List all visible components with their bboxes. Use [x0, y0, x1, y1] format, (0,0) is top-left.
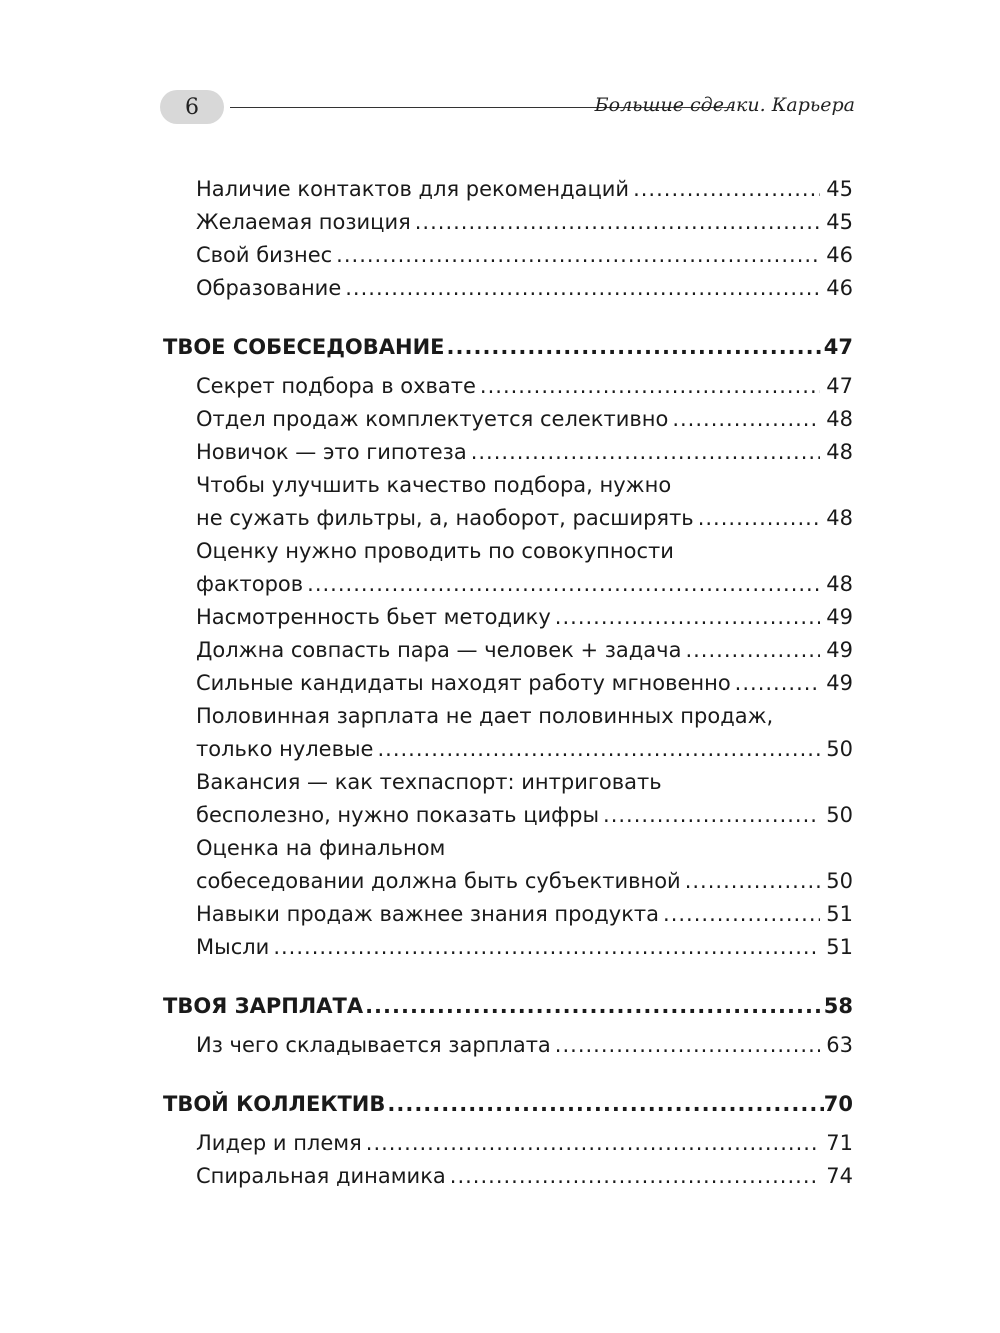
- toc-leader-dots: [603, 799, 820, 832]
- toc-entry-page: 45: [826, 177, 853, 201]
- toc-entry-page: 71: [826, 1131, 853, 1155]
- toc-entry-title: собеседовании должна быть субъективной: [196, 869, 681, 893]
- toc-leader-dots: [345, 272, 820, 305]
- toc-entry-title: Новичок — это гипотеза: [196, 440, 467, 464]
- toc-entry[interactable]: [163, 1160, 853, 1193]
- toc-leader-dots: [415, 206, 821, 239]
- toc-entry[interactable]: [163, 272, 853, 305]
- toc-entry-page: 50: [826, 737, 853, 761]
- toc-entry-page: 49: [826, 605, 853, 629]
- toc-chapter-title: ТВОЙ КОЛЛЕКТИВ: [163, 1092, 386, 1116]
- toc-entry[interactable]: [163, 370, 853, 403]
- toc-entry-title: Сильные кандидаты находят работу мгновенно: [196, 671, 731, 695]
- toc-chapter-team[interactable]: [163, 1088, 853, 1121]
- toc-entry-title-line1[interactable]: Вакансия — как техпаспорт: интриговать: [196, 770, 662, 794]
- toc-entry[interactable]: [163, 502, 853, 535]
- toc-entry[interactable]: [163, 931, 853, 964]
- page-number-badge: 6: [160, 90, 224, 124]
- toc-entry-page: 51: [826, 902, 853, 926]
- toc-entry-page: 47: [826, 374, 853, 398]
- toc-chapter-salary[interactable]: [163, 990, 853, 1023]
- toc-leader-dots: [735, 667, 821, 700]
- toc-entry-page: 48: [826, 506, 853, 530]
- toc-entry[interactable]: [163, 1127, 853, 1160]
- running-title: Большие сделки. Карьера: [594, 94, 855, 116]
- toc-entry-title-line1[interactable]: Оценка на финальном: [196, 836, 446, 860]
- toc-entry-page: 48: [826, 572, 853, 596]
- toc-entry-page: 74: [826, 1164, 853, 1188]
- toc-entry[interactable]: [163, 436, 853, 469]
- toc-entry-title: Образование: [196, 276, 342, 300]
- toc-entry-title: Должна совпасть пара — человек + задача: [196, 638, 682, 662]
- toc-entry-title: факторов: [196, 572, 304, 596]
- page-header: [160, 88, 855, 128]
- toc-leader-dots: [698, 502, 821, 535]
- toc-entry-page: 46: [826, 243, 853, 267]
- toc-chapter-page: 58: [823, 994, 853, 1018]
- toc-leader-dots: [555, 1029, 820, 1062]
- toc-entry-title: Из чего складывается зарплата: [196, 1033, 551, 1057]
- toc-entry-page: 48: [826, 440, 853, 464]
- toc-leader-dots: [471, 436, 821, 469]
- toc-leader-dots: [633, 173, 820, 206]
- toc-entry-page: 50: [826, 869, 853, 893]
- toc-leader-dots: [672, 403, 820, 436]
- toc-entry-title: Навыки продаж важнее знания продукта: [196, 902, 660, 926]
- toc-entry[interactable]: [163, 173, 853, 206]
- toc-entry-page: 48: [826, 407, 853, 431]
- toc-chapter-page: 47: [823, 335, 853, 359]
- toc-chapter-title: ТВОЯ ЗАРПЛАТА: [163, 994, 364, 1018]
- toc-entry-title: Лидер и племя: [196, 1131, 362, 1155]
- toc-leader-dots: [555, 601, 820, 634]
- toc-entry[interactable]: [163, 403, 853, 436]
- toc-entry[interactable]: [163, 898, 853, 931]
- toc-entry-title-line1[interactable]: Оценку нужно проводить по совокупности: [196, 539, 674, 563]
- toc-entry[interactable]: [163, 667, 853, 700]
- toc-leader-dots: [685, 634, 820, 667]
- toc-leader-dots: [663, 898, 820, 931]
- toc-entry-title: Наличие контактов для рекомендаций: [196, 177, 630, 201]
- toc-entry-page: 51: [826, 935, 853, 959]
- toc-entry-page: 49: [826, 638, 853, 662]
- toc-leader-dots: [480, 370, 820, 403]
- toc-entry-page: 50: [826, 803, 853, 827]
- toc-entry[interactable]: [163, 865, 853, 898]
- toc-chapter-page: 70: [823, 1092, 853, 1116]
- toc-entry-page: 49: [826, 671, 853, 695]
- toc-leader-dots: [307, 568, 820, 601]
- toc-entry[interactable]: [163, 206, 853, 239]
- toc-chapter-interview[interactable]: [163, 331, 853, 364]
- toc-entry-title: только нулевые: [196, 737, 374, 761]
- toc-entry-title: Мысли: [196, 935, 270, 959]
- toc-leader-dots: [366, 1127, 821, 1160]
- toc-leader-dots: [450, 1160, 821, 1193]
- toc-leader-dots: [365, 990, 824, 1023]
- toc-entry-title: Насмотренность бьет методику: [196, 605, 551, 629]
- toc-entry-title: бесполезно, нужно показать цифры: [196, 803, 600, 827]
- toc-entry[interactable]: [163, 634, 853, 667]
- toc-leader-dots: [336, 239, 820, 272]
- toc-leader-dots: [377, 733, 820, 766]
- toc-entry[interactable]: [163, 568, 853, 601]
- toc-entry-title: Желаемая позиция: [196, 210, 411, 234]
- toc-entry-title: Свой бизнес: [196, 243, 333, 267]
- toc-entry-title: Отдел продаж комплектуется селективно: [196, 407, 669, 431]
- table-of-contents: [163, 173, 853, 1193]
- section-gap: [163, 1062, 853, 1088]
- toc-entry[interactable]: [163, 239, 853, 272]
- toc-leader-dots: [273, 931, 820, 964]
- toc-entry-title-line1[interactable]: Половинная зарплата не дает половинных продаж,: [196, 704, 774, 728]
- toc-entry-title-line1[interactable]: Чтобы улучшить качество подбора, нужно: [196, 473, 672, 497]
- toc-entry[interactable]: [163, 733, 853, 766]
- toc-entry-title: Секрет подбора в охвате: [196, 374, 476, 398]
- toc-entry-page: 45: [826, 210, 853, 234]
- toc-leader-dots: [447, 331, 824, 364]
- toc-leader-dots: [685, 865, 821, 898]
- toc-entry[interactable]: [163, 601, 853, 634]
- toc-entry-title: Спиральная динамика: [196, 1164, 446, 1188]
- toc-entry-title: не сужать фильтры, а, наоборот, расширять: [196, 506, 694, 530]
- toc-entry[interactable]: [163, 1029, 853, 1062]
- toc-entry-page: 63: [826, 1033, 853, 1057]
- toc-leader-dots: [387, 1088, 823, 1121]
- toc-entry-page: 46: [826, 276, 853, 300]
- section-gap: [163, 305, 853, 331]
- section-gap: [163, 964, 853, 990]
- toc-entry[interactable]: [163, 799, 853, 832]
- toc-chapter-title: ТВОЕ СОБЕСЕДОВАНИЕ: [163, 335, 445, 359]
